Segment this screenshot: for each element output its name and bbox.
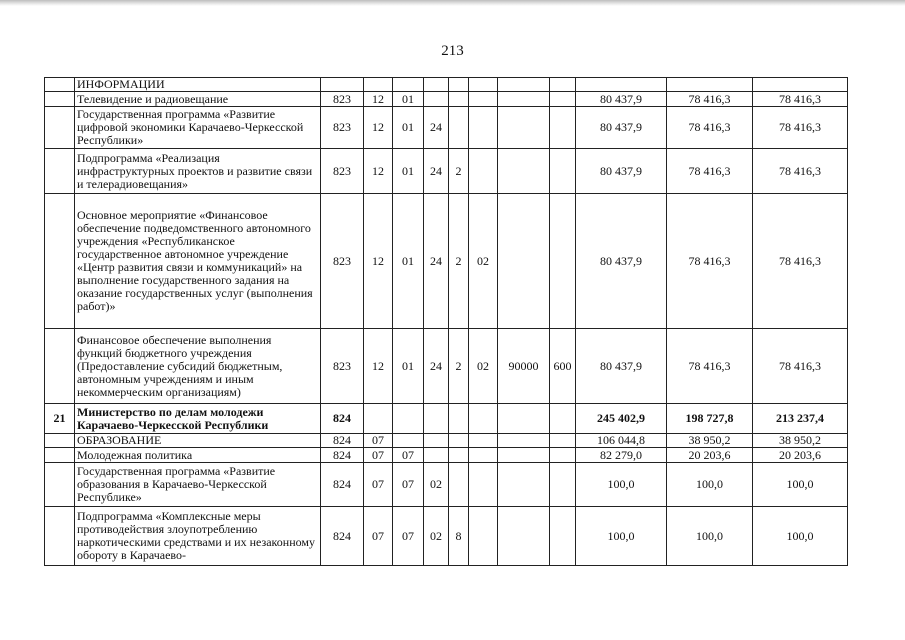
- direction-code: [498, 92, 550, 107]
- ministry-code: 823: [321, 92, 364, 107]
- subprogram-code: 8: [449, 507, 469, 566]
- program-code: [424, 78, 449, 92]
- subsection-code: 07: [393, 448, 424, 463]
- row-number: 21: [45, 404, 75, 434]
- ministry-code: 823: [321, 194, 364, 329]
- amount-year-1: 100,0: [576, 463, 667, 507]
- table-row: [45, 448, 848, 463]
- program-code: [424, 434, 449, 448]
- row-name: Молодежная политика: [75, 448, 321, 463]
- direction-code: [498, 78, 550, 92]
- ministry-code: 824: [321, 507, 364, 566]
- section-code: 07: [364, 507, 393, 566]
- subprogram-code: [449, 463, 469, 507]
- amount-year-1: 80 437,9: [576, 107, 667, 149]
- amount-year-3: 78 416,3: [753, 107, 848, 149]
- section-code: [364, 78, 393, 92]
- amount-year-1: [576, 78, 667, 92]
- amount-year-2: 78 416,3: [667, 149, 753, 194]
- row-number: [45, 463, 75, 507]
- subsection-code: 01: [393, 149, 424, 194]
- activity-code: [469, 463, 498, 507]
- page-number: 213: [441, 43, 464, 59]
- program-code: [424, 404, 449, 434]
- table-row: [45, 194, 848, 329]
- ministry-code: 824: [321, 434, 364, 448]
- activity-code: 02: [469, 329, 498, 404]
- ministry-code: 823: [321, 329, 364, 404]
- expense-type-code: [550, 92, 576, 107]
- direction-code: [498, 194, 550, 329]
- amount-year-2: 198 727,8: [667, 404, 753, 434]
- ministry-code: [321, 78, 364, 92]
- amount-year-2: 78 416,3: [667, 194, 753, 329]
- subsection-code: [393, 434, 424, 448]
- amount-year-3: 78 416,3: [753, 194, 848, 329]
- section-code: 12: [364, 194, 393, 329]
- row-number: [45, 149, 75, 194]
- ministry-code: 824: [321, 404, 364, 434]
- direction-code: [498, 448, 550, 463]
- table-row: [45, 404, 848, 434]
- row-name: Государственная программа «Развитие образования в Карачаево-Черкесской Республике»: [75, 463, 321, 507]
- expense-type-code: [550, 107, 576, 149]
- section-code: 07: [364, 448, 393, 463]
- program-code: [424, 448, 449, 463]
- amount-year-2: 78 416,3: [667, 92, 753, 107]
- expense-type-code: [550, 149, 576, 194]
- section-code: 12: [364, 329, 393, 404]
- row-number: [45, 78, 75, 92]
- scan-top-edge: [0, 0, 905, 6]
- amount-year-3: 213 237,4: [753, 404, 848, 434]
- program-code: 24: [424, 329, 449, 404]
- row-name: ИНФОРМАЦИИ: [75, 78, 321, 92]
- expense-type-code: [550, 507, 576, 566]
- row-number: [45, 448, 75, 463]
- table-row: [45, 463, 848, 507]
- subprogram-code: 2: [449, 194, 469, 329]
- activity-code: [469, 404, 498, 434]
- direction-code: [498, 463, 550, 507]
- ministry-code: 823: [321, 107, 364, 149]
- amount-year-1: 80 437,9: [576, 329, 667, 404]
- subprogram-code: [449, 78, 469, 92]
- amount-year-3: 78 416,3: [753, 329, 848, 404]
- subprogram-code: [449, 404, 469, 434]
- amount-year-1: 82 279,0: [576, 448, 667, 463]
- row-number: [45, 507, 75, 566]
- amount-year-3: 78 416,3: [753, 92, 848, 107]
- amount-year-2: 100,0: [667, 463, 753, 507]
- table-row: [45, 78, 848, 92]
- expense-type-code: [550, 448, 576, 463]
- table-row: [45, 434, 848, 448]
- program-code: 24: [424, 149, 449, 194]
- row-name: Финансовое обеспечение выполнения функций бюджетного учреждения (Предоставление субсидий бюджетным, автономным учреждениям и иным некоммерческим организациям): [75, 329, 321, 404]
- budget-table: [44, 77, 848, 566]
- subsection-code: 01: [393, 194, 424, 329]
- expense-type-code: 600: [550, 329, 576, 404]
- subprogram-code: [449, 448, 469, 463]
- row-number: [45, 92, 75, 107]
- amount-year-1: 245 402,9: [576, 404, 667, 434]
- amount-year-2: 78 416,3: [667, 107, 753, 149]
- program-code: 24: [424, 107, 449, 149]
- section-code: 12: [364, 107, 393, 149]
- amount-year-1: 106 044,8: [576, 434, 667, 448]
- amount-year-3: 100,0: [753, 507, 848, 566]
- amount-year-1: 100,0: [576, 507, 667, 566]
- row-number: [45, 434, 75, 448]
- subprogram-code: [449, 434, 469, 448]
- activity-code: [469, 448, 498, 463]
- table-row: [45, 507, 848, 566]
- program-code: 24: [424, 194, 449, 329]
- table-row: [45, 329, 848, 404]
- expense-type-code: [550, 78, 576, 92]
- ministry-code: 824: [321, 448, 364, 463]
- row-name: Министерство по делам молодежи Карачаево-Черкесской Республики: [75, 404, 321, 434]
- program-code: [424, 92, 449, 107]
- activity-code: [469, 507, 498, 566]
- amount-year-3: [753, 78, 848, 92]
- row-name: Государственная программа «Развитие цифровой экономики Карачаево-Черкесской Республики»: [75, 107, 321, 149]
- amount-year-1: 80 437,9: [576, 92, 667, 107]
- row-number: [45, 107, 75, 149]
- activity-code: [469, 149, 498, 194]
- direction-code: [498, 149, 550, 194]
- ministry-code: 823: [321, 149, 364, 194]
- section-code: 12: [364, 92, 393, 107]
- amount-year-2: 38 950,2: [667, 434, 753, 448]
- subprogram-code: 2: [449, 149, 469, 194]
- section-code: 07: [364, 463, 393, 507]
- activity-code: [469, 107, 498, 149]
- subprogram-code: [449, 107, 469, 149]
- activity-code: [469, 434, 498, 448]
- row-name: Основное мероприятие «Финансовое обеспечение подведомственного автономного учреждения «Республиканское государственное автономное учреждение «Центр развития связи и коммуникаций» на выполнение государственного задания на оказание государственных услуг (выполнения работ)»: [75, 194, 321, 329]
- subsection-code: [393, 78, 424, 92]
- subsection-code: [393, 404, 424, 434]
- table-row: [45, 107, 848, 149]
- subsection-code: 07: [393, 507, 424, 566]
- amount-year-3: 78 416,3: [753, 149, 848, 194]
- row-name: ОБРАЗОВАНИЕ: [75, 434, 321, 448]
- table-row: [45, 149, 848, 194]
- subsection-code: 01: [393, 92, 424, 107]
- program-code: 02: [424, 507, 449, 566]
- direction-code: [498, 434, 550, 448]
- section-code: [364, 404, 393, 434]
- subprogram-code: [449, 92, 469, 107]
- row-name: Подпрограмма «Комплексные меры противодействия злоупотреблению наркотическими средствами и их незаконному обороту в Карачаево-: [75, 507, 321, 566]
- amount-year-1: 80 437,9: [576, 194, 667, 329]
- amount-year-2: 78 416,3: [667, 329, 753, 404]
- subsection-code: 01: [393, 107, 424, 149]
- amount-year-3: 100,0: [753, 463, 848, 507]
- subsection-code: 07: [393, 463, 424, 507]
- direction-code: 90000: [498, 329, 550, 404]
- amount-year-3: 20 203,6: [753, 448, 848, 463]
- amount-year-3: 38 950,2: [753, 434, 848, 448]
- subprogram-code: 2: [449, 329, 469, 404]
- amount-year-2: 100,0: [667, 507, 753, 566]
- activity-code: [469, 78, 498, 92]
- table-row: [45, 92, 848, 107]
- expense-type-code: [550, 194, 576, 329]
- row-name: Телевидение и радиовещание: [75, 92, 321, 107]
- ministry-code: 824: [321, 463, 364, 507]
- row-number: [45, 194, 75, 329]
- expense-type-code: [550, 434, 576, 448]
- subsection-code: 01: [393, 329, 424, 404]
- amount-year-1: 80 437,9: [576, 149, 667, 194]
- row-name: Подпрограмма «Реализация инфраструктурных проектов и развитие связи и телерадиовещания»: [75, 149, 321, 194]
- section-code: 07: [364, 434, 393, 448]
- direction-code: [498, 107, 550, 149]
- program-code: 02: [424, 463, 449, 507]
- expense-type-code: [550, 404, 576, 434]
- expense-type-code: [550, 463, 576, 507]
- activity-code: [469, 92, 498, 107]
- section-code: 12: [364, 149, 393, 194]
- amount-year-2: 20 203,6: [667, 448, 753, 463]
- direction-code: [498, 404, 550, 434]
- activity-code: 02: [469, 194, 498, 329]
- row-number: [45, 329, 75, 404]
- direction-code: [498, 507, 550, 566]
- amount-year-2: [667, 78, 753, 92]
